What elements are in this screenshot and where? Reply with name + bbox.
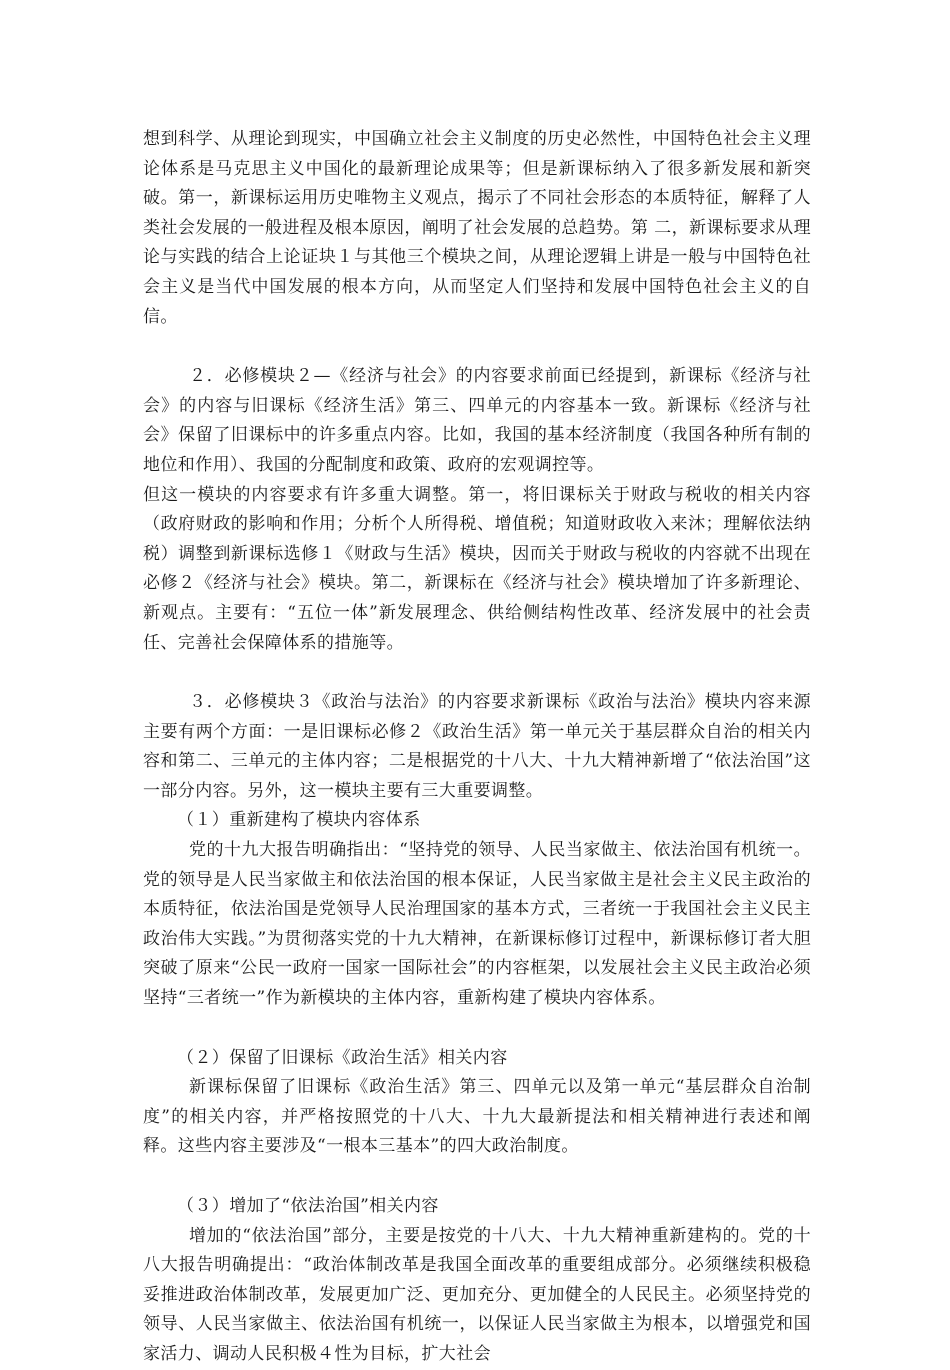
subheading-retained-content: （２）保留了旧课标《政治生活》相关内容 xyxy=(177,1047,508,1068)
paragraph-retained-content: 新课标保留了旧课标《政治生活》第三、四单元以及第一单元“基层群众自治制度”的相关内容，并严格按照党的十八大、十九大最新提法和相关精神进行表述和阐释。这些内容主要涉及“一根本三基本”的四大政治制度。 xyxy=(143,1077,811,1157)
subheading-rule-of-law: （３）增加了“依法治国”相关内容 xyxy=(177,1196,439,1216)
paragraph-module1-continued: 想到科学、从理论到现实，中国确立社会主义制度的历史必然性，中国特色社会主义理论体系是马克思主义中国化的最新理论成果等；但是新课标纳入了很多新发展和新突破。第一，新课标运用历史唯物主义观点，揭示了不同社会形态的本质特征，解释了人类社会发展的一般进程及根本原因，阐明了社会发展的总趋势。第 二，新课标要求从理论与实践的结合上论证块１与其他三个模块之间，从理论逻辑上讲是一般与中国特色社会主义是当代中国发展的根本方向，从而坚定人们坚持和发展中国特色社会主义的自信。 xyxy=(143,129,811,327)
paragraph-rule-of-law: 增加的“依法治国”部分，主要是按党的十八大、十九大精神重新建构的。党的十八大报告明确提出：“政治体制改革是我国全面改革的重要组成部分。必须继续积极稳妥推进政治体制改革，发展更加广泛、更加充分、更加健全的人民民主。必须坚持党的领导、人民当家做主、依法治国有机统一，以保证人民当家做主为根本，以增强党和国家活力、调动人民积极４性为目标，扩大社会 xyxy=(143,1225,811,1364)
document-body xyxy=(143,125,811,1370)
paragraph-module2-heading: ２．必修模块２—《经济与社会》的内容要求前面已经提到，新课标《经济与社会》的内容与旧课标《经济生活》第三、四单元的内容基本一致。新课标《经济与社会》保留了旧课标中的许多重点内容。比如，我国的基本经济制度（我国各种所有制的地位和作用）、我国的分配制度和政策、政府的宏观调控等。 xyxy=(143,366,811,475)
subheading-restructured-system: （１）重新建构了模块内容体系 xyxy=(177,810,421,831)
paragraph-restructured-system: 党的十九大报告明确指出：“坚持党的领导、人民当家做主、依法治国有机统一。党的领导是人民当家做主和依法治国的根本保证，人民当家做主是社会主义民主政治的本质特征，依法治国是党领导人民治理国家的基本方式，三者统一于我国社会主义民主政治伟大实践。”为贯彻落实党的十九大精神，在新课标修订过程中，新课标修订者大胆突破了原来“公民一政府一国家一国际社会”的内容框架，以发展社会主义民主政治必须坚持“三者统一”作为新模块的主体内容，重新构建了模块内容体系。 xyxy=(143,840,811,1009)
paragraph-module3-heading: ３．必修模块３《政治与法治》的内容要求新课标《政治与法治》模块内容来源主要有两个方面：一是旧课标必修２《政治生活》第一单元关于基层群众自治的相关内容和第二、三单元的主体内容；二是根据党的十八大、十九大精神新增了“依法治国”这一部分内容。另外，这一模块主要有三大重要调整。 xyxy=(143,692,811,801)
paragraph-module2-adjustments: 但这一模块的内容要求有许多重大调整。第一，将旧课标关于财政与税收的相关内容（政府财政的影响和作用；分析个人所得税、增值税；知道财政收入来沐；理解依法纳税）调整到新课标选修１《财政与生活》模块，因而关于财政与税收的内容就不出现在必修２《经济与社会》模块。第二，新课标在《经济与社会》模块增加了许多新理论、新观点。主要有：“五位一体”新发展理念、供给侧结构性改革、经济发展中的社会责任、完善社会保障体系的措施等。 xyxy=(143,484,811,653)
